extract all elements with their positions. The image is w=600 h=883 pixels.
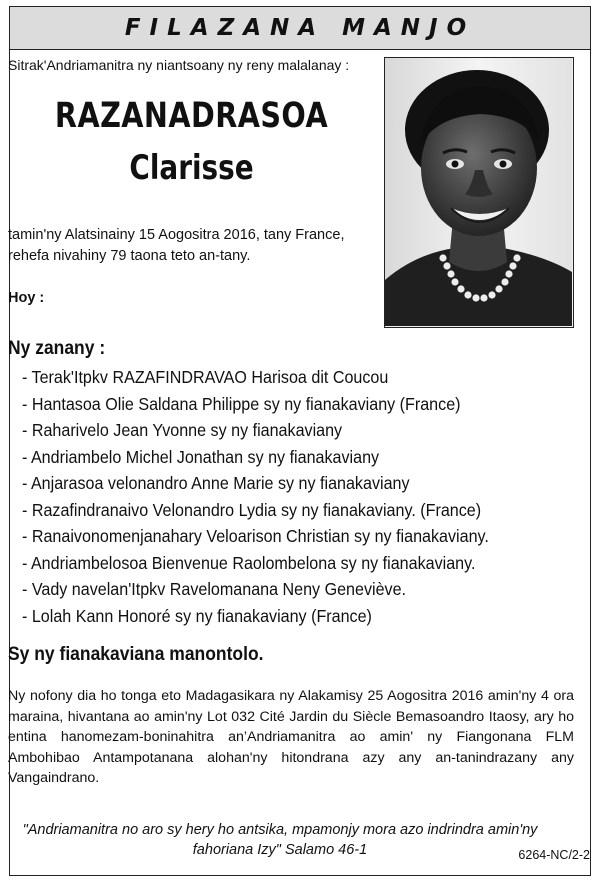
intro-text: Sitrak'Andriamanitra ny niantsoany ny reny malalanay : bbox=[8, 57, 350, 73]
list-item: - Razafindranaivo Velonandro Lydia sy ny fianakaviany. (France) bbox=[22, 499, 482, 520]
list-item: - Terak'Itpkv RAZAFINDRAVAO Harisoa dit Coucou bbox=[22, 367, 389, 387]
deceased-given-name: Clarisse bbox=[129, 148, 254, 188]
children-heading: Ny zanany : bbox=[8, 338, 106, 359]
hoy-label: Hoy : bbox=[8, 290, 45, 306]
list-item: - Ranaivonomenjanahary Veloarison Christian sy ny fianakaviany. bbox=[22, 526, 489, 546]
funeral-details: Ny nofony dia ho tonga eto Madagasikara ny Alakamisy 25 Aogositra 2016 amin'ny 4 ora maraina, hivantana ao amin'ny Lot 032 Cité Jardin du Siècle Bemasoandro Itaosy, ary ho entina hanomezam-boninahitra an’Andriamanitra ao amin' ny Fiangonana FLM Ambohibao Antampotanana alohan'ny hitondrana azy any an-tanindrazany any Vangaindrano. bbox=[8, 688, 574, 786]
notice-header bbox=[10, 7, 590, 50]
notice-title: FILAZANA MANJO bbox=[124, 15, 476, 41]
notice-code: 6264-NC/2-2 bbox=[518, 848, 590, 862]
deceased-portrait bbox=[384, 57, 574, 328]
list-item: - Raharivelo Jean Yvonne sy ny fianakaviany bbox=[22, 420, 343, 440]
list-item: - Andriambelosoa Bienvenue Raolombelona sy ny fianakaviany. bbox=[22, 552, 476, 573]
list-item: - Lolah Kann Honoré sy ny fianakaviany (France) bbox=[22, 605, 372, 626]
death-info: tamin'ny Alatsinainy 15 Aogositra 2016, tany France, rehefa nivahiny 79 taona teto an-tany. bbox=[8, 227, 345, 264]
family-line: Sy ny fianakaviana manontolo. bbox=[8, 644, 264, 665]
list-item: - Anjarasoa velonandro Anne Marie sy ny fianakaviany bbox=[22, 473, 410, 493]
list-item: - Hantasoa Olie Saldana Philippe sy ny fianakaviany (France) bbox=[22, 393, 461, 414]
list-item: - Andriambelo Michel Jonathan sy ny fianakaviany bbox=[22, 446, 380, 467]
bible-quote: "Andriamanitra no aro sy hery ho antsika, mpamonjy mora azo indrindra amin'ny fahoriana Izy" Salamo 46-1 bbox=[22, 822, 538, 858]
portrait-image bbox=[385, 58, 572, 326]
deceased-surname: RAZANADRASOA bbox=[54, 96, 329, 136]
list-item: - Vady navelan'Itpkv Ravelomanana Neny Geneviève. bbox=[22, 579, 407, 599]
children-list bbox=[22, 364, 529, 629]
